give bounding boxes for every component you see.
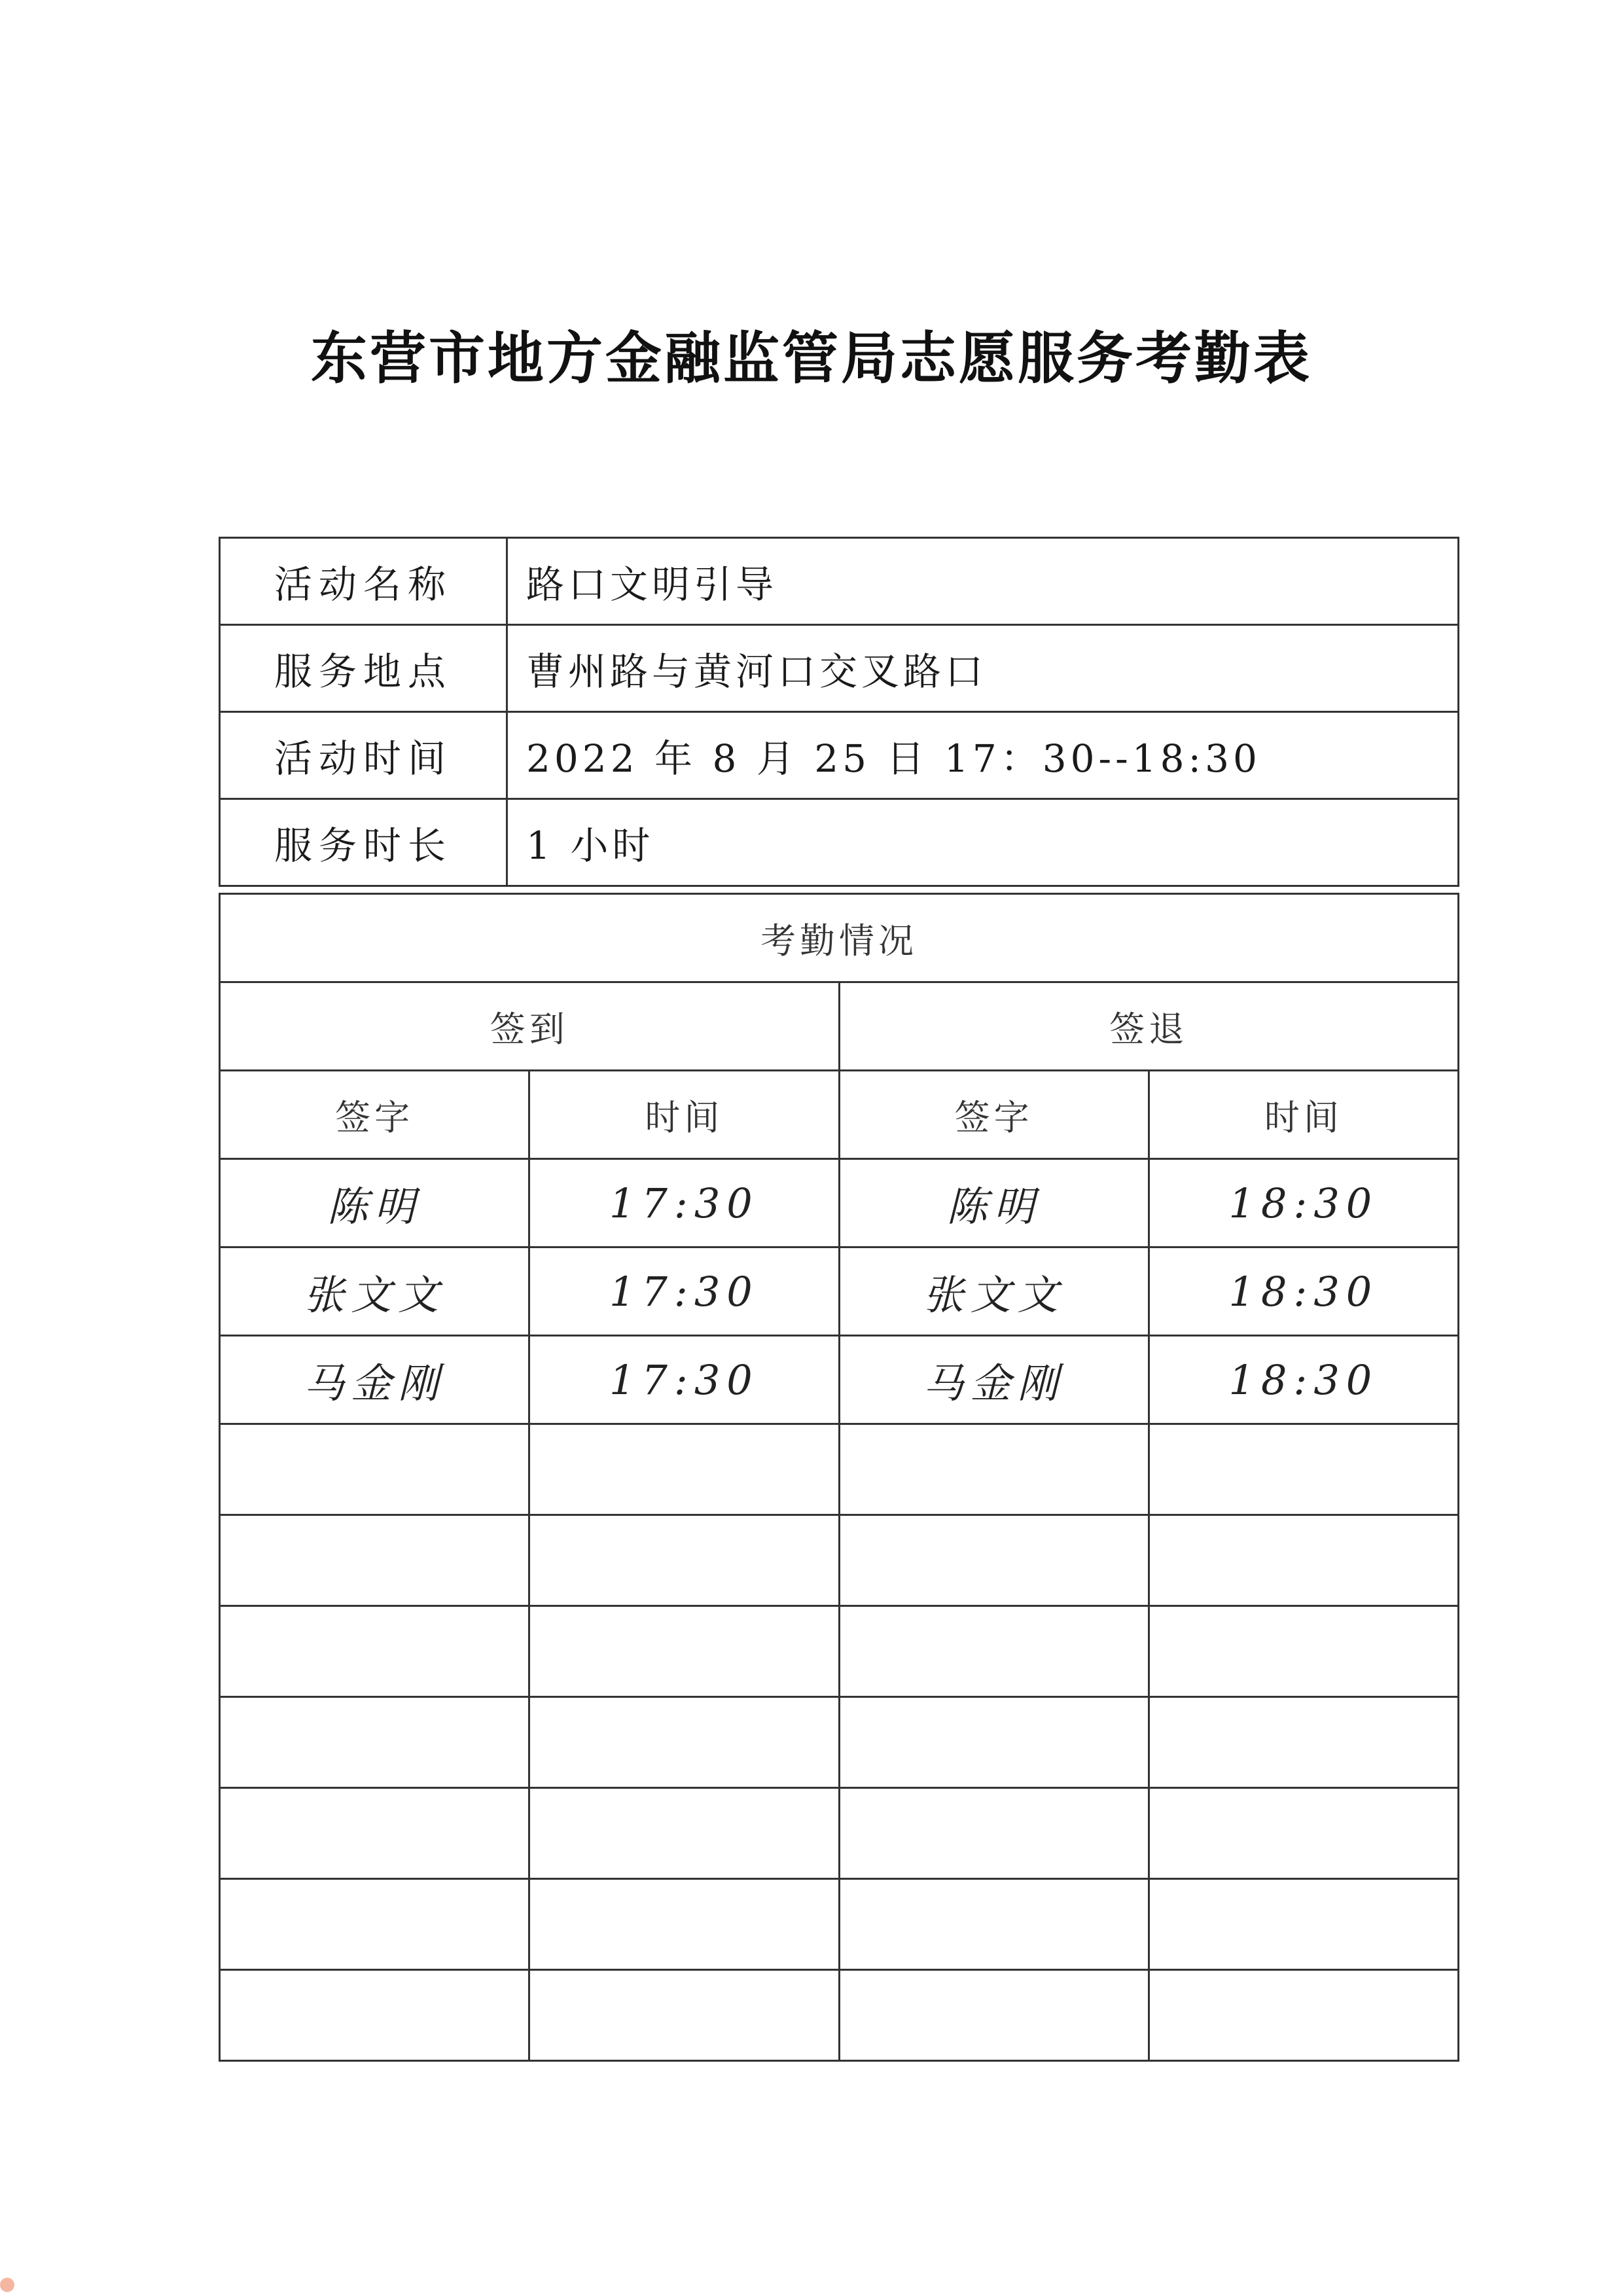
sign-out-signature: 张文文 <box>839 1247 1149 1336</box>
sign-out-signature-header: 签字 <box>839 1071 1149 1159</box>
empty-cell <box>839 1424 1149 1515</box>
info-row-duration <box>220 799 1459 886</box>
empty-cell <box>1149 1697 1458 1788</box>
empty-cell <box>839 1970 1149 2061</box>
sign-out-header: 签退 <box>839 982 1459 1071</box>
empty-cell <box>220 1424 529 1515</box>
sign-in-signature: 陈明 <box>220 1159 529 1247</box>
info-row-time <box>220 712 1459 799</box>
sign-in-header: 签到 <box>220 982 840 1071</box>
empty-cell <box>529 1424 839 1515</box>
empty-cell <box>220 1788 529 1879</box>
sign-out-time: 18:30 <box>1149 1247 1458 1336</box>
empty-cell <box>839 1606 1149 1697</box>
empty-cell <box>1149 1788 1458 1879</box>
empty-cell <box>529 1788 839 1879</box>
activity-info-table <box>219 537 1459 887</box>
sign-out-signature: 马金刚 <box>839 1336 1149 1424</box>
attendance-row <box>220 1247 1459 1336</box>
attendance-section-title: 考勤情况 <box>220 894 1459 982</box>
empty-cell <box>529 1606 839 1697</box>
attendance-empty-row <box>220 1879 1459 1970</box>
attendance-empty-row <box>220 1515 1459 1606</box>
attendance-empty-row <box>220 1970 1459 2061</box>
empty-cell <box>839 1697 1149 1788</box>
attendance-column-row <box>220 1071 1459 1159</box>
attendance-empty-row <box>220 1424 1459 1515</box>
info-label: 服务时长 <box>220 799 507 886</box>
sign-in-signature: 张文文 <box>220 1247 529 1336</box>
sign-out-time: 18:30 <box>1149 1336 1458 1424</box>
empty-cell <box>839 1879 1149 1970</box>
attendance-row <box>220 1336 1459 1424</box>
scan-mark <box>0 2278 14 2292</box>
sign-out-time-header: 时间 <box>1149 1071 1458 1159</box>
empty-cell <box>220 1515 529 1606</box>
empty-cell <box>220 1970 529 2061</box>
empty-cell <box>1149 1606 1458 1697</box>
sign-in-signature-header: 签字 <box>220 1071 529 1159</box>
empty-cell <box>1149 1515 1458 1606</box>
sign-in-signature: 马金刚 <box>220 1336 529 1424</box>
empty-cell <box>839 1788 1149 1879</box>
empty-cell <box>1149 1424 1458 1515</box>
attendance-table <box>219 893 1459 2062</box>
empty-cell <box>220 1697 529 1788</box>
empty-cell <box>529 1515 839 1606</box>
sign-in-time: 17:30 <box>529 1159 839 1247</box>
empty-cell <box>1149 1970 1458 2061</box>
info-row-activity-name <box>220 538 1459 625</box>
sign-in-time: 17:30 <box>529 1336 839 1424</box>
empty-cell <box>839 1515 1149 1606</box>
info-value: 1 小时 <box>507 799 1459 886</box>
info-label: 服务地点 <box>220 625 507 712</box>
info-label: 活动时间 <box>220 712 507 799</box>
empty-cell <box>529 1697 839 1788</box>
sign-in-time-header: 时间 <box>529 1071 839 1159</box>
attendance-empty-row <box>220 1606 1459 1697</box>
info-row-location <box>220 625 1459 712</box>
attendance-empty-row <box>220 1788 1459 1879</box>
info-value: 2022 年 8 月 25 日 17：30--18:30 <box>507 712 1459 799</box>
empty-cell <box>220 1606 529 1697</box>
attendance-group-row <box>220 982 1459 1071</box>
attendance-row <box>220 1159 1459 1247</box>
info-value: 曹州路与黄河口交叉路口 <box>507 625 1459 712</box>
sign-in-time: 17:30 <box>529 1247 839 1336</box>
empty-cell <box>220 1879 529 1970</box>
page-title: 东营市地方金融监管局志愿服务考勤表 <box>311 325 1312 391</box>
info-value: 路口文明引导 <box>507 538 1459 625</box>
info-label: 活动名称 <box>220 538 507 625</box>
empty-cell <box>529 1879 839 1970</box>
attendance-empty-row <box>220 1697 1459 1788</box>
sign-out-signature: 陈明 <box>839 1159 1149 1247</box>
empty-cell <box>529 1970 839 2061</box>
sign-out-time: 18:30 <box>1149 1159 1458 1247</box>
attendance-section-row <box>220 894 1459 982</box>
empty-cell <box>1149 1879 1458 1970</box>
